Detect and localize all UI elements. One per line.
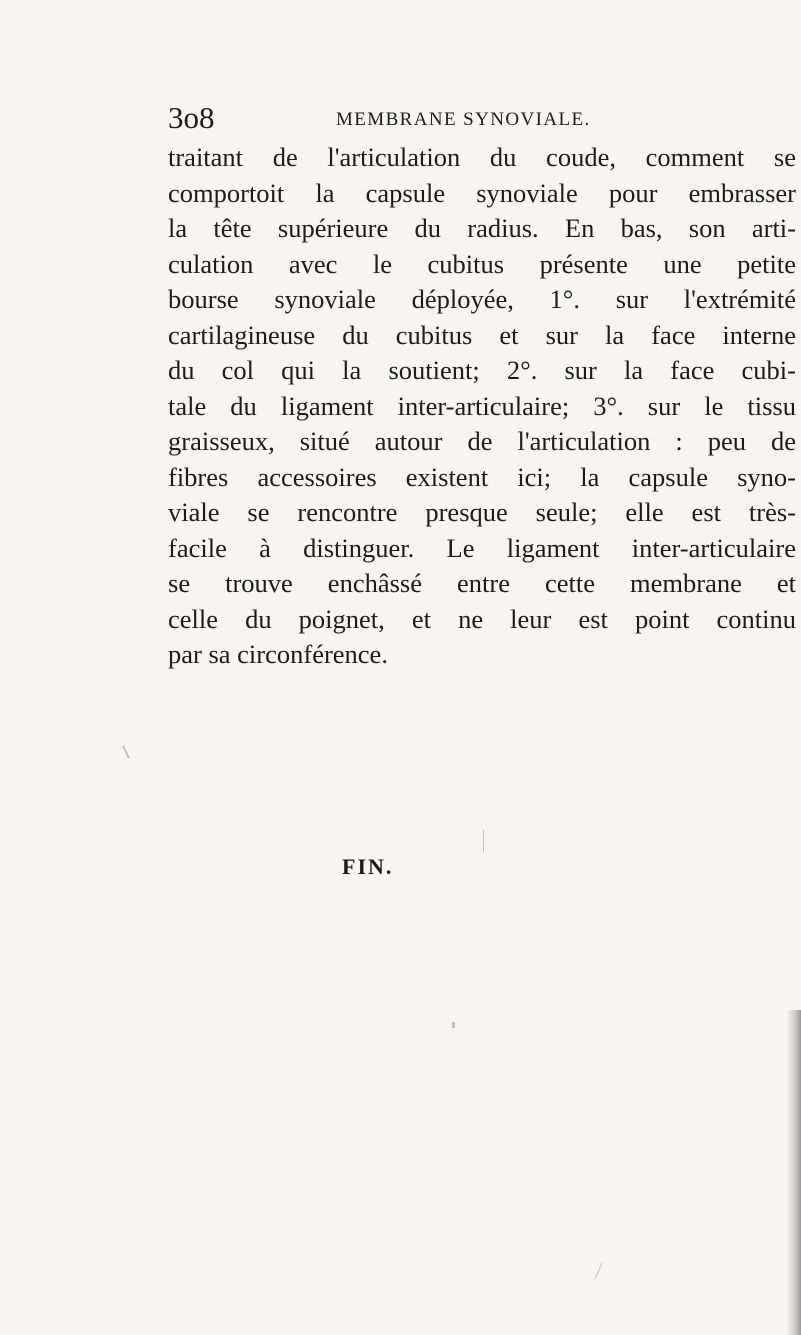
text-line: la tête supérieure du radius. En bas, son arti-	[168, 213, 796, 243]
text-line: culation avec le cubitus présente une petite	[168, 248, 796, 279]
page-number: 3o8	[168, 100, 215, 135]
paper-speck	[483, 830, 484, 852]
page-header	[168, 98, 788, 138]
text-line: celle du poignet, et ne leur est point continu	[168, 603, 796, 634]
text-line: bourse synoviale déployée, 1°. sur l'extrémité	[168, 284, 796, 314]
text-line: se trouve enchâssé entre cette membrane et	[168, 568, 796, 598]
running-head: MEMBRANE SYNOVIALE.	[336, 109, 591, 130]
text-line: par sa circonférence.	[168, 639, 388, 669]
text-line: traitant de l'articulation du coude, comment se	[168, 142, 796, 172]
text-line: tale du ligament inter-articulaire; 3°. sur le tissu	[168, 390, 796, 421]
page-edge-shadow	[787, 1010, 801, 1335]
paper-speck	[594, 1263, 603, 1280]
body-paragraph	[168, 140, 796, 673]
text-line: cartilagineuse du cubitus et sur la face interne	[168, 319, 796, 350]
text-line: facile à distinguer. Le ligament inter-articulaire	[168, 532, 796, 563]
paper-speck	[452, 1022, 455, 1028]
text-line: du col qui la soutient; 2°. sur la face cubi-	[168, 355, 796, 385]
end-marker: FIN.	[342, 854, 394, 879]
text-line: viale se rencontre presque seule; elle est très-	[168, 497, 796, 527]
text-line: graisseux, situé autour de l'articulation : peu de	[168, 426, 796, 456]
paper-speck	[122, 745, 130, 759]
text-line: comportoit la capsule synoviale pour embrasser	[168, 177, 796, 208]
text-line: fibres accessoires existent ici; la capsule syno-	[168, 461, 796, 492]
